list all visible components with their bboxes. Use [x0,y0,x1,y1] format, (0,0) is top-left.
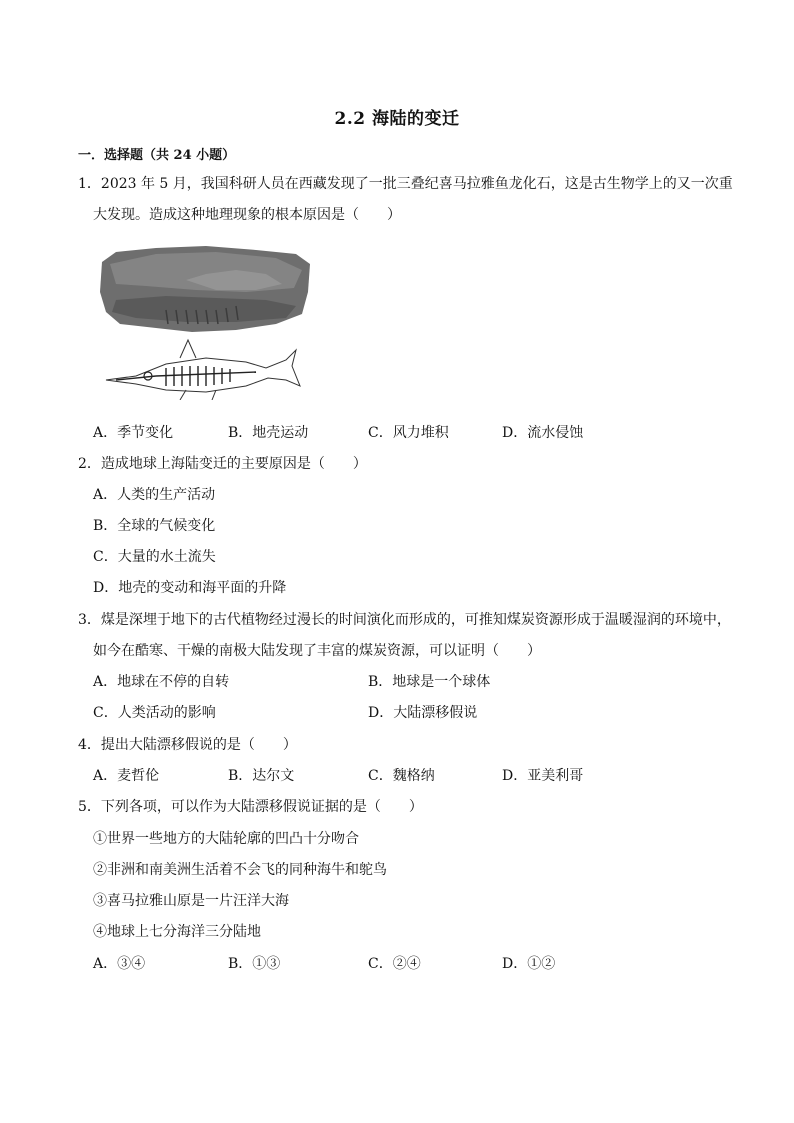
q5-option-a: A．③④ [93,956,146,972]
q4-option-d: D．亚美利哥 [502,768,584,784]
q5-option-b: B．①③ [228,956,281,972]
q5-statement-4: ④地球上七分海洋三分陆地 [93,924,261,940]
q3-option-a: A．地球在不停的自转 [93,674,230,690]
q3-option-c: C．人类活动的影响 [93,705,216,721]
q4-stem: 4．提出大陆漂移假说的是（ ） [78,737,297,753]
q5-option-d: D．①② [502,956,556,972]
q4-option-b: B．达尔文 [228,768,295,784]
q2-option-c: C．大量的水土流失 [93,549,216,565]
ichthyosaur-fossil-image [96,240,316,400]
q1-option-d: D．流水侵蚀 [502,425,584,441]
q3-option-b: B．地球是一个球体 [368,674,491,690]
q4-option-a: A．麦哲伦 [93,768,160,784]
q5-statement-3: ③喜马拉雅山原是一片汪洋大海 [93,893,289,909]
section-heading: 一．选择题（共 24 小题） [78,148,236,163]
q5-statement-2: ②非洲和南美洲生活着不会飞的同种海牛和鸵鸟 [93,862,387,878]
q2-option-b: B．全球的气候变化 [93,518,216,534]
q1-option-c: C．风力堆积 [368,425,449,441]
q3-stem-line1: 3．煤是深埋于地下的古代植物经过漫长的时间演化而形成的，可推知煤炭资源形成于温暖湿润的环境中， [78,612,731,628]
q2-option-d: D．地壳的变动和海平面的升降 [93,580,287,596]
q1-option-b: B．地壳运动 [228,425,309,441]
q5-stem: 5．下列各项，可以作为大陆漂移假说证据的是（ ） [78,799,423,815]
q1-option-a: A．季节变化 [93,425,174,441]
q3-option-d: D．大陆漂移假说 [368,705,478,721]
q5-statement-1: ①世界一些地方的大陆轮廓的凹凸十分吻合 [93,831,359,847]
q5-option-c: C．②④ [368,956,421,972]
q3-stem-line2: 如今在酷寒、干燥的南极大陆发现了丰富的煤炭资源，可以证明（ ） [93,643,541,659]
q1-stem-line1: 1．2023 年 5 月，我国科研人员在西藏发现了一批三叠纪喜马拉雅鱼龙化石，这是古生物学上的又一次重 [78,176,733,192]
q2-stem: 2．造成地球上海陆变迁的主要原因是（ ） [78,456,367,472]
page-title: 2.2 海陆的变迁 [334,109,460,129]
q2-option-a: A．人类的生产活动 [93,487,216,503]
q4-option-c: C．魏格纳 [368,768,435,784]
q1-stem-line2: 大发现。造成这种地理现象的根本原因是（ ） [93,207,401,223]
